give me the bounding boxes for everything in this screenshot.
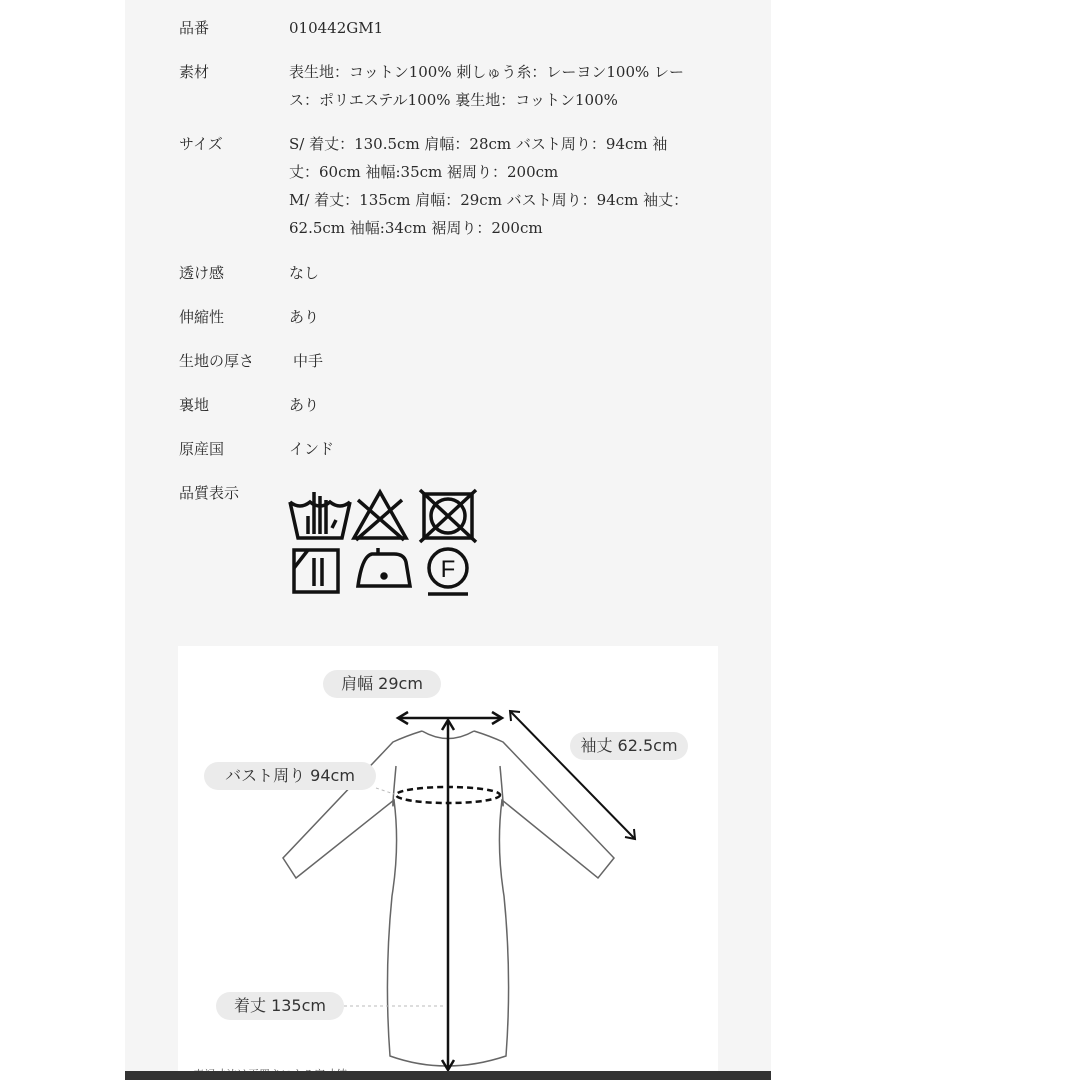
length-arrow — [442, 720, 454, 1070]
spec-value — [289, 130, 719, 242]
line-dry-shade-icon — [294, 550, 338, 592]
spec-value: インド — [289, 440, 335, 458]
spec-line: M/ 着丈：135cm 肩幅：29cm バスト周り：94cm 袖丈： — [289, 191, 689, 209]
spec-label: 透け感 — [179, 264, 225, 282]
dry-clean-letter: F — [440, 556, 456, 583]
shoulder-label: 肩幅 29cm — [323, 670, 441, 698]
spec-value: あり — [289, 308, 320, 326]
leader-lines — [344, 788, 446, 1006]
hand-wash-icon — [290, 492, 350, 538]
spec-label: 生地の厚さ — [179, 352, 255, 370]
dry-clean-f-icon — [428, 549, 468, 594]
spec-value: 中手 — [293, 352, 324, 370]
no-bleach-icon — [354, 492, 406, 540]
bust-label: バスト周り 94cm — [204, 762, 376, 790]
spec-value — [289, 58, 719, 114]
spec-label: 品質表示 — [179, 484, 240, 502]
no-tumble-dry-icon — [420, 490, 476, 542]
care-labels — [288, 488, 488, 600]
spec-label: サイズ — [179, 135, 223, 153]
product-detail-panel — [125, 0, 771, 1080]
spec-label: 伸縮性 — [179, 308, 225, 326]
spec-line: 表生地：コットン100% 刺しゅう糸：レーヨン100% レー — [289, 63, 685, 81]
sleeve-arrow — [510, 711, 635, 839]
spec-label: 品番 — [179, 19, 210, 37]
spec-label: 裏地 — [179, 396, 210, 414]
spec-value: なし — [289, 264, 320, 282]
bottom-bar — [125, 1071, 771, 1080]
length-label: 着丈 135cm — [216, 992, 344, 1020]
low-iron-icon — [358, 548, 410, 586]
spec-value: あり — [289, 396, 320, 414]
spec-label: 素材 — [179, 63, 210, 81]
sleeve-label: 袖丈 62.5cm — [570, 732, 688, 760]
spec-value: 010442GM1 — [289, 19, 384, 37]
spec-line: 丈：60cm 袖幅:35cm 裾周り：200cm — [289, 163, 559, 181]
spec-line: ス：ポリエステル100% 裏生地：コットン100% — [289, 91, 618, 109]
size-diagram — [178, 646, 718, 1080]
spec-line: S/ 着丈：130.5cm 肩幅：28cm バスト周り：94cm 袖 — [289, 135, 668, 153]
spec-label: 原産国 — [179, 440, 225, 458]
spec-line: 62.5cm 袖幅:34cm 裾周り：200cm — [289, 219, 543, 237]
